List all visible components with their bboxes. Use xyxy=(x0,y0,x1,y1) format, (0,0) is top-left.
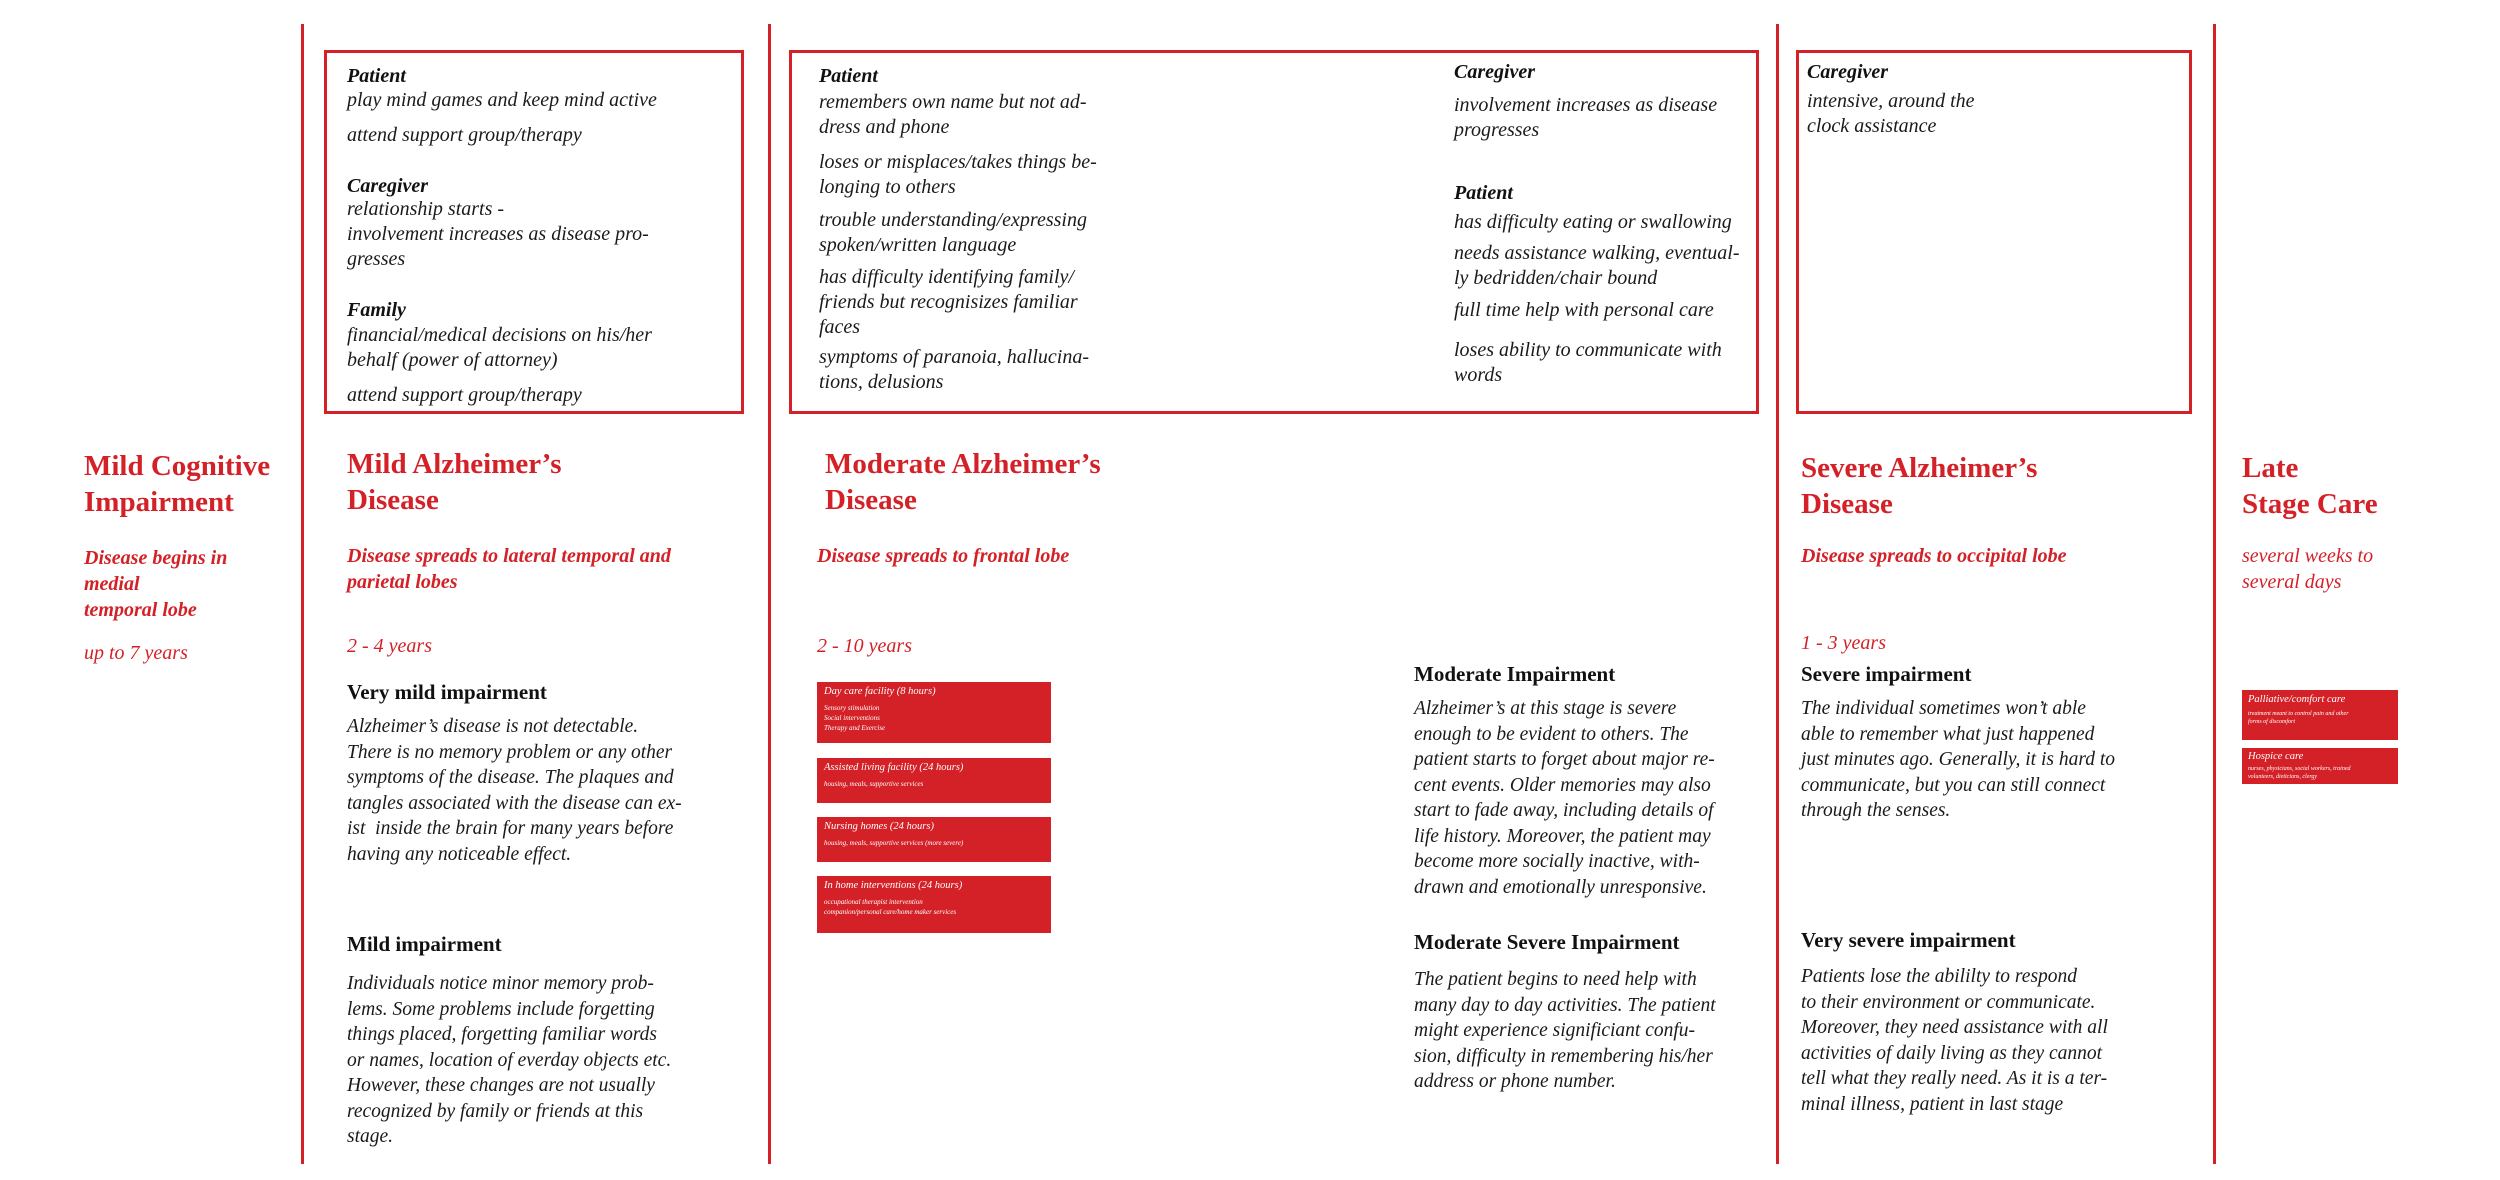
stage-spread-severe: Disease spreads to occipital lobe xyxy=(1801,545,2067,567)
moderate-box-patient-item: symptoms of paranoia, hallucina- tions, delusions xyxy=(819,346,1089,393)
moderate-care-box xyxy=(789,50,1759,414)
stage-title-moderate: Moderate Alzheimer’s Disease xyxy=(825,448,1101,516)
stage-title-mci: Mild Cognitive Impairment xyxy=(84,450,271,518)
moderate-box-patient2-item: needs assistance walking, eventual- ly bedridden/chair bound xyxy=(1454,242,1740,289)
section-text-severe: The individual sometimes won’t able able to remember what just happened just minutes ago. Generally, it is hard to communicate, but you can still connect through the senses. xyxy=(1801,698,2115,821)
section-heading-severe: Severe impairment xyxy=(1801,662,1972,686)
section-text-very-severe: Patients lose the abililty to respond to their environment or communicate. Moreover, they need assistance with all activities of daily living as they cannot tell what they really need. As it is a ter- minal illness, patient in last stage xyxy=(1801,966,2108,1115)
care-option-card xyxy=(2242,748,2398,784)
section-text-moderate: Alzheimer’s at this stage is severe enough to be evident to others. The patient starts to forget about major re- cent events. Older memories may also start to fade away, including details of life history. Moreover, the patient may become more socially inactive, with- drawn and emotionally unresponsive. xyxy=(1414,698,1715,898)
care-option-title: In home interventions (24 hours) xyxy=(824,880,963,891)
care-option-detail: housing, meals, supportive services xyxy=(824,780,924,788)
moderate-box-patient2-item: loses ability to communicate with words xyxy=(1454,339,1722,386)
care-option-title: Assisted living facility (24 hours) xyxy=(824,762,964,773)
section-heading-moderate: Moderate Impairment xyxy=(1414,662,1616,686)
divider-line xyxy=(1776,24,1779,1164)
stage-title-severe: Severe Alzheimer’s Disease xyxy=(1801,452,2038,520)
stage-duration-late: several weeks to several days xyxy=(2242,545,2374,593)
care-option-detail: treatment meant to control pain and other forms of discomfort xyxy=(2248,711,2349,725)
mild-box-patient-item: attend support group/therapy xyxy=(347,124,582,146)
severe-box-caregiver-heading: Caregiver xyxy=(1807,61,1889,83)
mild-box-patient-item: play mind games and keep mind active xyxy=(347,89,657,111)
section-text-very-mild: Alzheimer’s disease is not detectable. There is no memory problem or any other symptoms of the disease. The plaques and tangles associated with the disease can ex- ist inside the brain for many years before having any noticeable effect. xyxy=(347,716,682,865)
mild-care-box xyxy=(324,50,744,414)
section-heading-moderate-severe: Moderate Severe Impairment xyxy=(1414,930,1680,954)
care-option-title: Nursing homes (24 hours) xyxy=(824,821,934,832)
stage-duration-moderate: 2 - 10 years xyxy=(817,635,912,657)
section-text-moderate-severe: The patient begins to need help with many day to day activities. The patient might experience significiant confu- sion, difficulty in remembering his/her address or phone number. xyxy=(1414,969,1716,1092)
mild-box-family-item: attend support group/therapy xyxy=(347,384,582,406)
severe-box-caregiver-text: intensive, around the clock assistance xyxy=(1807,90,1975,137)
stage-spread-mci: Disease begins in medial temporal lobe xyxy=(84,547,228,621)
mild-box-family-item: financial/medical decisions on his/her behalf (power of attorney) xyxy=(347,324,652,371)
divider-line xyxy=(301,24,304,1164)
care-option-detail: nurses, physicians, social workers, trained volunteers, dieticians, clergy xyxy=(2248,766,2351,780)
care-option-card xyxy=(817,817,1051,862)
moderate-box-patient-item: trouble understanding/expressing spoken/written language xyxy=(819,209,1087,256)
divider-line xyxy=(768,24,771,1164)
section-heading-very-severe: Very severe impairment xyxy=(1801,928,2016,952)
moderate-box-caregiver-text: involvement increases as disease progresses xyxy=(1454,94,1718,141)
section-text-mild: Individuals notice minor memory prob- lems. Some problems include forgetting things placed, forgetting familiar words or names, location of everday objects etc. However, these changes are not usually recognized by family or friends at this stage. xyxy=(347,973,672,1147)
mild-box-family-heading: Family xyxy=(347,299,406,321)
care-option-title: Hospice care xyxy=(2248,751,2304,762)
care-option-detail: occupational therapist intervention companion/personal care/home maker services xyxy=(824,898,957,916)
moderate-box-caregiver-heading: Caregiver xyxy=(1454,61,1536,83)
care-option-card xyxy=(817,758,1051,803)
moderate-box-patient2-heading: Patient xyxy=(1454,182,1513,204)
stage-duration-mci: up to 7 years xyxy=(84,642,188,664)
care-option-card xyxy=(817,876,1051,933)
section-heading-very-mild: Very mild impairment xyxy=(347,680,547,704)
stage-spread-mild: Disease spreads to lateral temporal and parietal lobes xyxy=(347,545,671,593)
mild-box-patient-heading: Patient xyxy=(347,65,406,87)
moderate-box-patient2-item: full time help with personal care xyxy=(1454,299,1714,321)
stage-duration-mild: 2 - 4 years xyxy=(347,635,432,657)
moderate-box-patient-heading: Patient xyxy=(819,65,878,87)
severe-care-box xyxy=(1796,50,2192,414)
moderate-box-patient2-item: has difficulty eating or swallowing xyxy=(1454,211,1732,233)
moderate-box-patient-item: has difficulty identifying family/ friends but recognisizes familiar faces xyxy=(819,266,1078,338)
stage-title-late: Late Stage Care xyxy=(2242,452,2378,520)
care-option-card xyxy=(817,682,1051,743)
stage-spread-moderate: Disease spreads to frontal lobe xyxy=(817,545,1070,567)
stage-title-mild: Mild Alzheimer’s Disease xyxy=(347,448,562,516)
care-option-detail: housing, meals, supportive services (more severe) xyxy=(824,839,964,847)
stage-duration-severe: 1 - 3 years xyxy=(1801,632,1886,654)
care-option-title: Palliative/comfort care xyxy=(2248,694,2346,705)
mild-box-caregiver-heading: Caregiver xyxy=(347,175,429,197)
care-option-title: Day care facility (8 hours) xyxy=(824,686,936,697)
mild-box-caregiver-text: relationship starts - involvement increases as disease pro- gresses xyxy=(347,198,649,270)
section-heading-mild: Mild impairment xyxy=(347,932,502,956)
moderate-box-patient-item: loses or misplaces/takes things be- longing to others xyxy=(819,151,1097,198)
divider-line xyxy=(2213,24,2216,1164)
moderate-box-patient-item: remembers own name but not ad- dress and phone xyxy=(819,91,1087,138)
care-option-card xyxy=(2242,690,2398,740)
care-option-detail: Sensory stimulation Social interventions Therapy and Exercise xyxy=(824,704,886,732)
